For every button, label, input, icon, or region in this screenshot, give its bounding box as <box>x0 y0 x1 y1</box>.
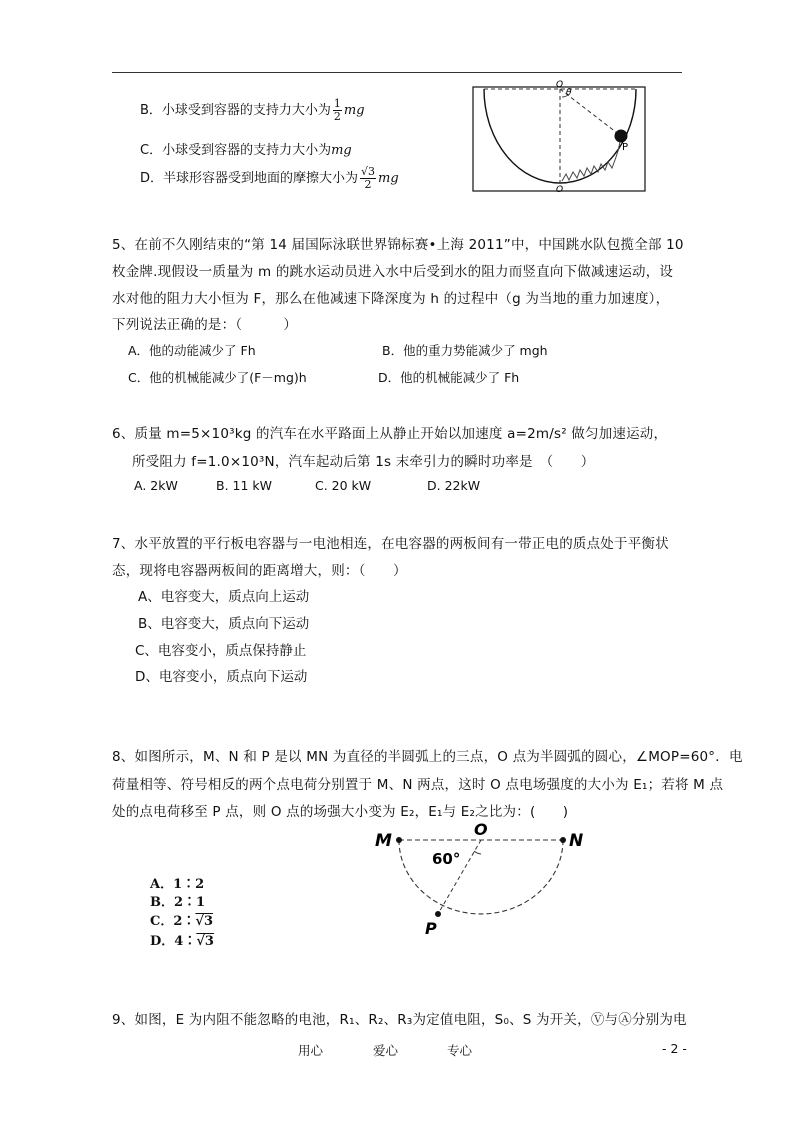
label-m: M <box>375 831 392 851</box>
q5-stem-line2: 枚金牌.现假设一质量为 m 的跳水运动员进入水中后受到水的阻力而竖直向下做减速运动，设 <box>112 264 674 280</box>
q7-option-d: D、电容变小，质点向下运动 <box>135 669 308 685</box>
q7-option-a: A、电容变大，质点向上运动 <box>138 589 310 605</box>
q5-option-b: B．他的重力势能减少了 mgh <box>382 343 548 358</box>
footer-word-3: 专心 <box>447 1043 473 1058</box>
q7-stem-line1: 7、水平放置的平行板电容器与一电池相连，在电容器的两板间有一带正电的质点处于平衡状 <box>112 536 669 552</box>
fraction-numerator: 1 <box>333 97 341 110</box>
q5-option-d: D．他的机械能减少了 Fh <box>378 370 520 385</box>
q5-stem-line3: 水对他的阻力大小恒为 F，那么在他减速下降深度为 h 的过程中（g 为当地的重力加速度）， <box>112 291 670 307</box>
q4-option-d-unit: mg <box>378 171 399 186</box>
label-p: P <box>622 142 629 153</box>
q5-option-c: C．他的机械能减少了(F－mg)h <box>128 370 307 385</box>
q5-option-a: A．他的动能减少了 Fh <box>128 343 256 358</box>
label-o: O <box>474 820 488 839</box>
fraction-numerator: √3 <box>361 165 376 178</box>
q6-stem-line2: 所受阻力 f=1.0×10³N，汽车起动后第 1s 末牵引力的瞬时功率是 （ ） <box>132 454 595 470</box>
q4-option-b-unit: mg <box>343 103 365 118</box>
q7-option-b: B、电容变大，质点向下运动 <box>138 616 310 632</box>
bowl-spring-figure <box>470 80 650 195</box>
q4-option-b <box>140 98 365 123</box>
label-o-top: O <box>556 80 564 90</box>
q8-option-c <box>150 910 213 929</box>
label-theta: θ <box>566 88 572 98</box>
q8-option-c-radical: √3 <box>195 914 213 929</box>
q4-option-c <box>140 139 352 158</box>
q8-option-d-radical: √3 <box>196 934 214 949</box>
q6-option-c: C. 20 kW <box>315 478 372 493</box>
q4-option-d-text: D．半球形容器受到地面的摩擦大小为 <box>140 171 359 186</box>
ball <box>615 130 628 143</box>
q8-option-c-text: C．2∶ <box>150 914 196 929</box>
label-p: P <box>425 919 437 938</box>
q8-option-b: B．2∶1 <box>150 895 206 910</box>
semicircle-arc <box>399 840 563 914</box>
q4-option-b-text: B．小球受到容器的支持力大小为 <box>140 103 331 118</box>
q8-stem-line2: 荷量相等、符号相反的两个点电荷分别置于 M、N 两点，这时 O 点电场强度的大小为 E₁；若将 M 点 <box>112 777 724 793</box>
q7-option-c: C、电容变小，质点保持静止 <box>135 643 307 659</box>
semicircle-figure <box>370 818 595 940</box>
q4-option-d <box>140 166 399 191</box>
label-angle-60: 60° <box>432 850 461 868</box>
angle-arc <box>474 851 481 854</box>
footer-word-1: 用心 <box>298 1043 324 1058</box>
footer-word-2: 爱心 <box>373 1043 399 1058</box>
q4-option-c-unit: mg <box>331 143 352 158</box>
q6-option-b: B. 11 kW <box>216 478 272 493</box>
q5-stem-line1: 5、在前不久刚结束的“第 14 届国际泳联世界锦标赛•上海 2011”中，中国跳水队包揽全部 10 <box>112 237 684 253</box>
q8-option-a: A．1∶2 <box>150 877 205 892</box>
header-rule <box>112 72 682 73</box>
fraction-denominator: 2 <box>333 110 341 123</box>
q6-stem-line1: 6、质量 m=5×10³kg 的汽车在水平路面上从静止开始以加速度 a=2m/s² 做匀加速运动， <box>112 426 668 442</box>
q5-stem-line4: 下列说法正确的是：（ ） <box>112 317 298 333</box>
q6-option-d: D. 22kW <box>427 478 481 493</box>
point-n <box>560 837 566 843</box>
q8-option-d-text: D．4∶ <box>150 934 197 949</box>
label-o-bottom: O <box>556 185 564 195</box>
q4-option-d-fraction <box>360 166 376 191</box>
q6-option-a: A. 2kW <box>134 478 178 493</box>
page-number: - 2 - <box>662 1041 687 1056</box>
q8-option-d <box>150 930 214 949</box>
q4-option-b-fraction <box>333 98 342 123</box>
q8-stem-line3: 处的点电荷移至 P 点，则 O 点的场强大小变为 E₂，E₁与 E₂之比为：( ) <box>112 804 569 820</box>
q4-option-c-text: C．小球受到容器的支持力大小为 <box>140 143 332 158</box>
point-p <box>435 911 441 917</box>
point-m <box>396 837 402 843</box>
q8-stem-line1: 8、如图所示，M、N 和 P 是以 MN 为直径的半圆弧上的三点，O 点为半圆弧的圆心，∠MOP=60°．电 <box>112 749 743 765</box>
q9-stem-line1: 9、如图，E 为内阻不能忽略的电池，R₁、R₂、R₃为定值电阻，S₀、S 为开关，Ⓥ与Ⓐ分别为电 <box>112 1012 687 1028</box>
q7-stem-line2: 态，现将电容器两板间的距离增大，则：（ ） <box>112 563 407 579</box>
fraction-denominator: 2 <box>364 178 372 191</box>
label-n: N <box>569 831 584 851</box>
